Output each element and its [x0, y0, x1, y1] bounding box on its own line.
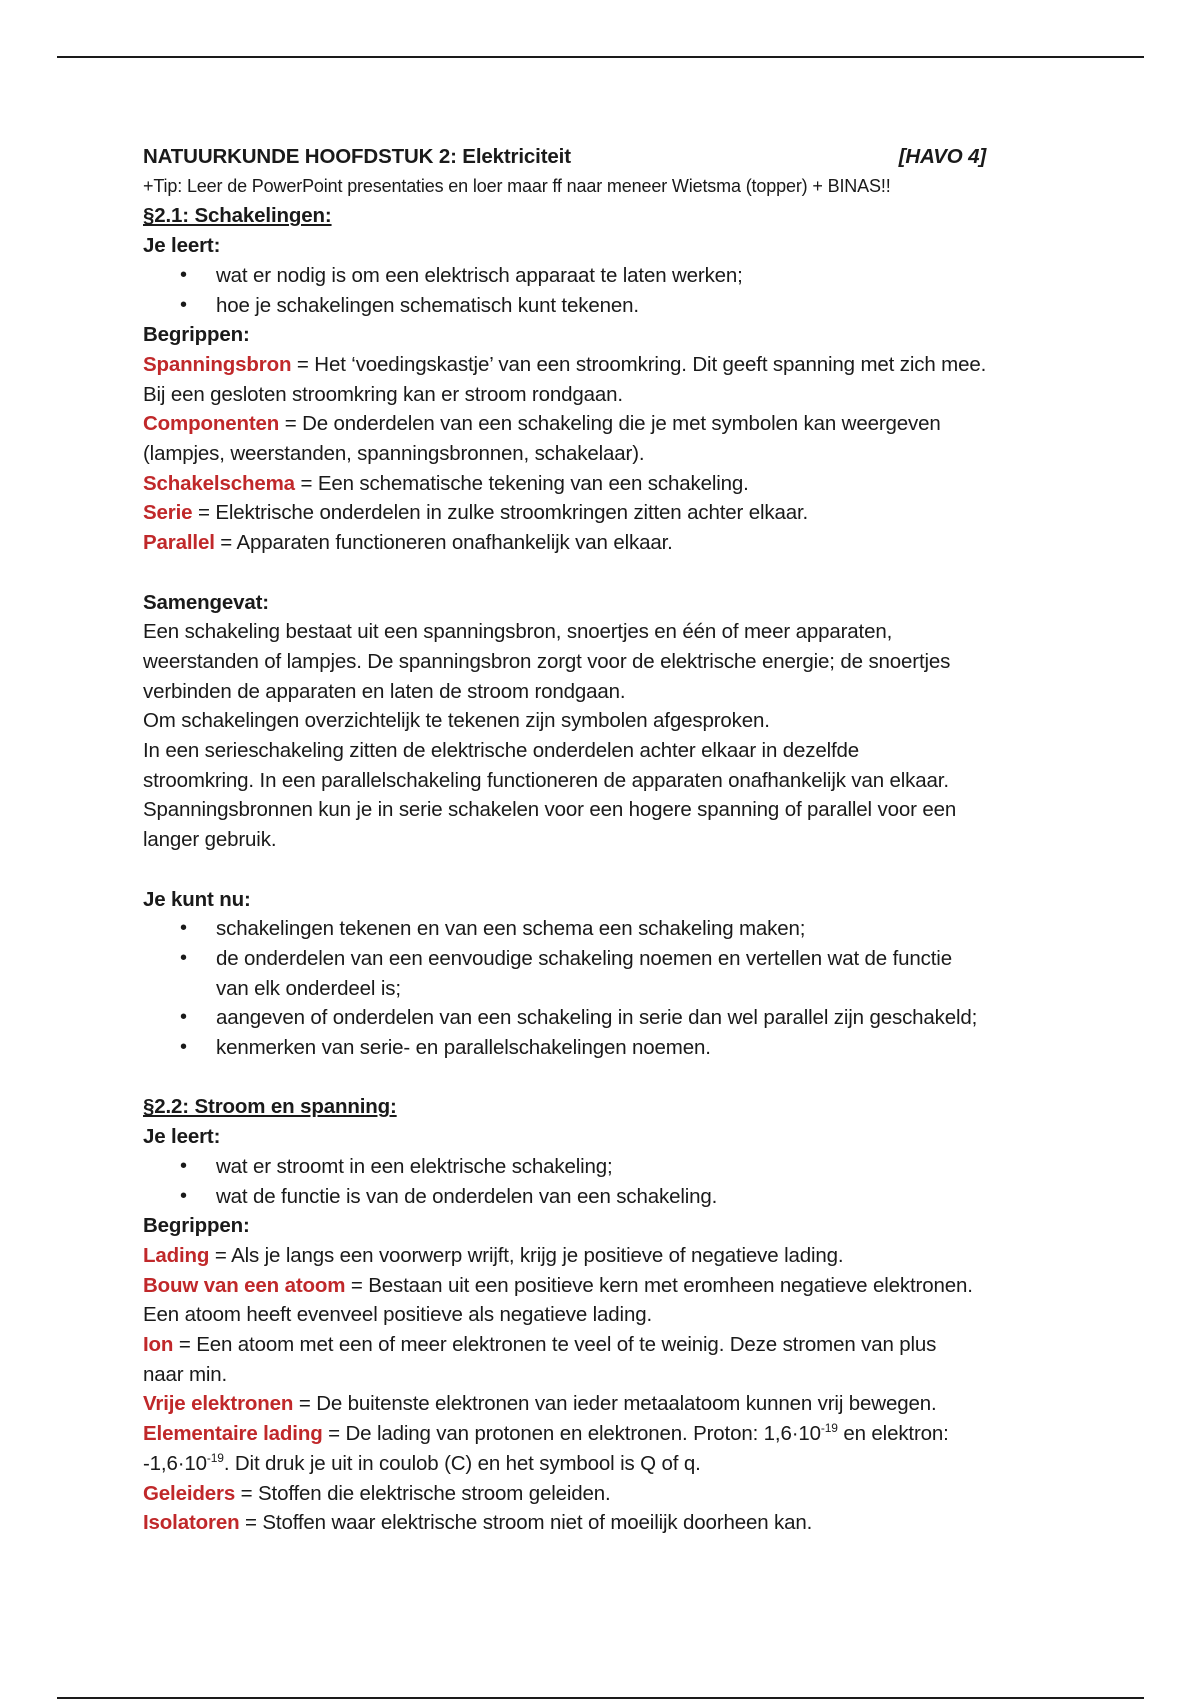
- term-definition-cont: (lampjes, weerstanden, spanningsbronnen, schakelaar).: [143, 442, 645, 466]
- term-name: Serie: [143, 501, 193, 525]
- list-item: • wat de functie is van de onderdelen van een schakeling.: [143, 1182, 1083, 1212]
- document-title: NATUURKUNDE HOOFDSTUK 2: Elektriciteit: [143, 145, 571, 168]
- term-definition: Vrije elektronen = De buitenste elektronen van ieder metaalatoom kunnen vrij bewegen.: [143, 1392, 937, 1416]
- term-definition: Serie = Elektrische onderdelen in zulke stroomkringen zitten achter elkaar.: [143, 501, 809, 525]
- term-definition-cont: Een atoom heeft evenveel positieve als negatieve lading.: [143, 1303, 653, 1327]
- header-rule: [57, 56, 1144, 58]
- terms-label: Begrippen:: [143, 323, 250, 347]
- term-definition-cont: naar min.: [143, 1362, 228, 1386]
- term-definition: Spanningsbron = Het ‘voedingskastje’ van een stroomkring. Dit geeft spanning met zich mee.: [143, 352, 987, 376]
- term-name: Parallel: [143, 531, 215, 555]
- section-heading-2-1: §2.1: Schakelingen:: [143, 204, 332, 228]
- list-item: • wat er nodig is om een elektrisch apparaat te laten werken;: [143, 261, 1083, 291]
- term-definition: Bouw van een atoom = Bestaan uit een positieve kern met eromheen negatieve elektronen.: [143, 1273, 973, 1297]
- list-item: • hoe je schakelingen schematisch kunt tekenen.: [143, 291, 1083, 321]
- term-name: Schakelschema: [143, 471, 295, 495]
- section-heading-2-2: §2.2: Stroom en spanning:: [143, 1095, 397, 1119]
- term-definition: Geleiders = Stoffen die elektrische stroom geleiden.: [143, 1481, 611, 1505]
- term-definition: Lading = Als je langs een voorwerp wrijft, krijg je positieve of negatieve lading.: [143, 1243, 844, 1267]
- term-name: Elementaire lading: [143, 1422, 323, 1446]
- term-name: Geleiders: [143, 1481, 236, 1505]
- term-name: Isolatoren: [143, 1511, 240, 1535]
- term-name: Bouw van een atoom: [143, 1273, 346, 1297]
- term-definition: Ion = Een atoom met een of meer elektronen te veel of te weinig. Deze stromen van plus: [143, 1333, 937, 1357]
- list-item: • wat er stroomt in een elektrische schakeling;: [143, 1152, 1083, 1182]
- term-definition: Isolatoren = Stoffen waar elektrische stroom niet of moeilijk doorheen kan.: [143, 1511, 813, 1535]
- term-definition: Parallel = Apparaten functioneren onafhankelijk van elkaar.: [143, 531, 673, 555]
- document-page: [143, 142, 1083, 1538]
- learn-label: Je leert:: [143, 1125, 221, 1149]
- level-label: [HAVO 4]: [898, 145, 986, 168]
- learn-list: [143, 1152, 1083, 1211]
- terms-label: Begrippen:: [143, 1214, 250, 1238]
- term-definition: Schakelschema = Een schematische tekening van een schakeling.: [143, 471, 749, 495]
- learn-label: Je leert:: [143, 234, 221, 258]
- can-now-label: Je kunt nu:: [143, 887, 251, 911]
- term-name: Spanningsbron: [143, 352, 292, 376]
- term-definition: Elementaire lading = De lading van protonen en elektronen. Proton: $1,6\cdot 10^{-19}$ en elektron:: [143, 1421, 949, 1446]
- can-now-list: [143, 914, 1083, 1063]
- term-definition-cont: Bij een gesloten stroomkring kan er stroom rondgaan.: [143, 382, 623, 406]
- term-definition-cont: $-1,6\cdot 10^{-19}$. Dit druk je uit in coulob (C) en het symbool is Q of q.: [143, 1450, 701, 1475]
- summary-label: Samengevat:: [143, 590, 269, 614]
- footer-rule: [57, 1697, 1144, 1699]
- term-name: Ion: [143, 1333, 174, 1357]
- term-definition: Componenten = De onderdelen van een schakeling die je met symbolen kan weergeven: [143, 412, 941, 436]
- list-item: • schakelingen tekenen en van een schema een schakeling maken;: [143, 914, 1083, 944]
- list-item: • aangeven of onderdelen van een schakeling in serie dan wel parallel zijn geschakeld;: [143, 1003, 1083, 1033]
- document-title-row: [143, 142, 986, 172]
- list-item: • de onderdelen van een eenvoudige schakeling noemen en vertellen wat de functie van elk onderdeel is;: [143, 944, 1083, 1003]
- study-tip: +Tip: Leer de PowerPoint presentaties en loer maar ff naar meneer Wietsma (topper) + BINAS!!: [143, 175, 891, 196]
- learn-list: [143, 261, 1083, 320]
- term-name: Vrije elektronen: [143, 1392, 294, 1416]
- list-item: • kenmerken van serie- en parallelschakelingen noemen.: [143, 1033, 1083, 1063]
- summary-paragraph: Een schakeling bestaat uit een spanningsbron, snoertjes en één of meer apparaten, weerstanden of lampjes. De spanningsbron zorgt voor de elektrische energie; de snoertjes verbinden de apparaten en laten de stroom rondgaan. Om schakelingen overzichtelijk te tekenen zijn symbolen afgesproken. In een serieschakeling zitten de elektrische onderdelen achter elkaar in dezelfde stroomkring. In een parallelschakeling functioneren de apparaten onafhankelijk van elkaar. Spanningsbronnen kun je in serie schakelen voor een hogere spanning of parallel voor een langer gebruik.: [143, 620, 957, 852]
- term-name: Componenten: [143, 412, 280, 436]
- term-name: Lading: [143, 1243, 210, 1267]
